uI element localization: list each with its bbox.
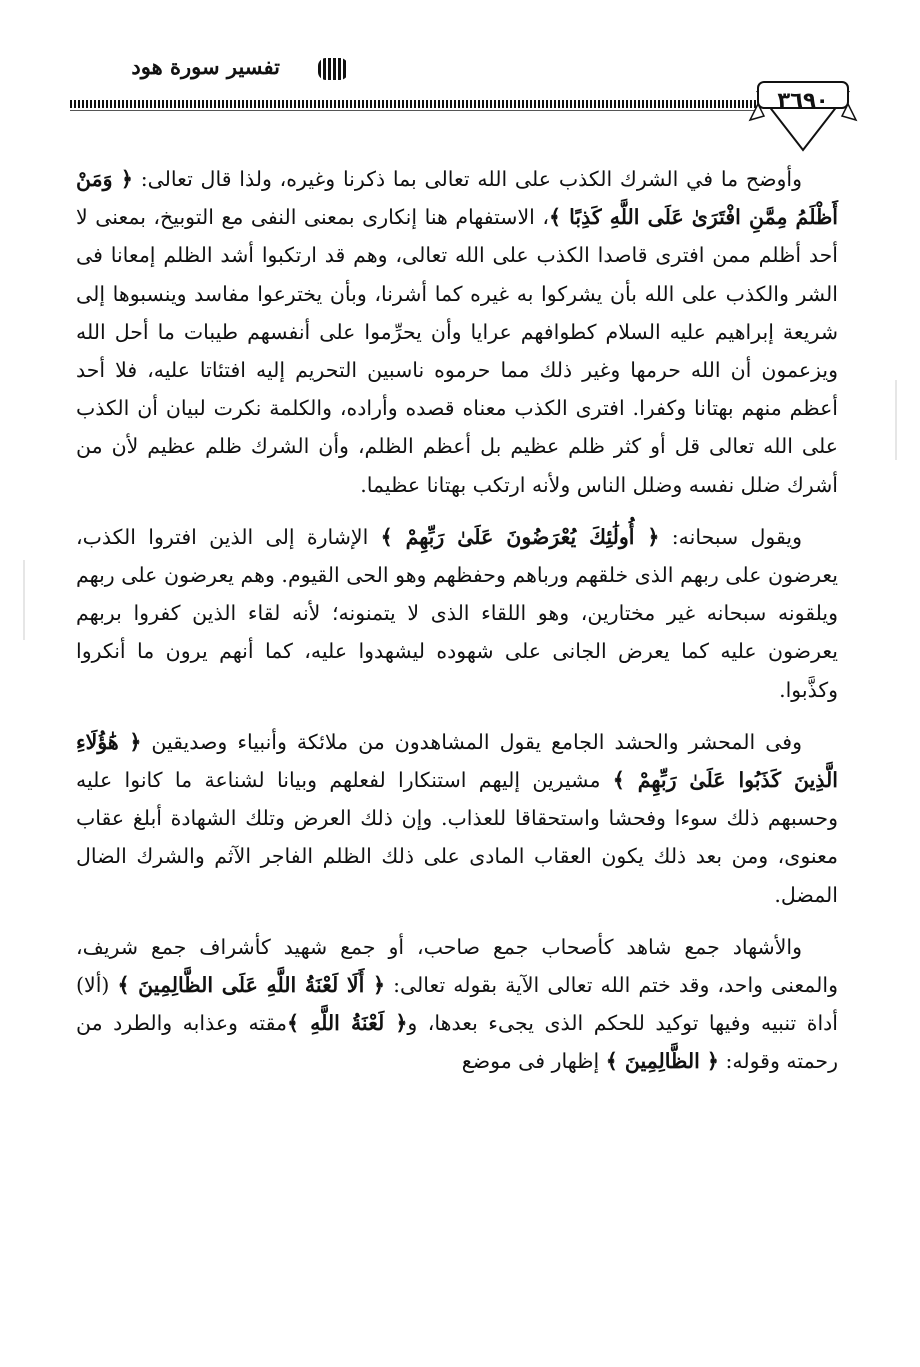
header-rule: [70, 100, 758, 108]
text-run: وفى المحشر والحشد الجامع يقول المشاهدون من ملائكة وأنبياء وصديقين: [141, 729, 802, 754]
running-title: تفسير سورة هود: [131, 54, 280, 79]
quran-verse: ﴿ أُولَٰئِكَ يُعْرَضُونَ عَلَىٰ رَبِّهِمْ ﴾: [380, 524, 660, 549]
paragraph: [76, 160, 838, 504]
ornament-icon: [318, 58, 348, 80]
text-run: مشيرين إليهم استنكارا لفعلهم وبيانا لشناعة ما كانوا عليه وحسبهم ذلك سوءا وفحشا واستحقاقا للعذاب. وإن ذلك العرض وتلك الشهادة أبلغ عقاب معنوى، ومن بعد ذلك يكون العقاب المادى على ذلك الظلم الفاجر الآثم والشرك الضال المضل.: [76, 768, 838, 907]
text-run: (ألا) أداة تنبيه وفيها توكيد للحكم الذى يجىء بعدها، و: [76, 973, 839, 1036]
text-run: مقته وعذابه والطرد من رحمته وقوله:: [76, 1011, 838, 1074]
text-run: ، الاستفهام هنا إنكارى بمعنى النفى مع التوبيخ، بمعنى لا أحد أظلم ممن افترى قاصدا الكذب على الله تعالى، وهم قد ارتكبوا أشد الظلم إمعانا فى الشر والكذب على الله بأن يشركوا به غيره كما أشرنا، وبأن يخترعوا مفاسد وينسبوها إلى شريعة إبراهيم عليه السلام كطوافهم عرايا وأن يحرِّموا على أنفسهم طيبات ما أحل الله ويزعمون أن الله حرمها وغير ذلك مما حرموه ناسبين التحريم إليه افتئاتا عليه، فلا أحد أعظم منهم بهتانا وكفرا. افترى الكذب معناه قصده وأراده، والكلمة نكرت لبيان أن الكذب على الله تعالى قل أو كثر ظلم عظيم بل أعظم الظلم، وأن الشرك ظلم عظيم لأن من أشرك ضلل نفسه وضلل الناس ولأنه ارتكب بهتانا عظيما.: [76, 205, 838, 497]
header-rule-line: [70, 110, 758, 111]
text-run: وأوضح ما في الشرك الكذب على الله تعالى بما ذكرنا وغيره، ولذا قال تعالى:: [132, 167, 802, 191]
text-run: والأشهاد جمع شاهد كأصحاب جمع صاحب، أو جمع شهيد كأشراف جمع شريف، والمعنى واحد، وقد ختم الله تعالى الآية بقوله تعالى:: [76, 934, 838, 998]
page-number: ٣٦٩٠: [777, 88, 829, 112]
paragraph: [76, 928, 838, 1081]
quran-verse: ﴿ الظَّالِمِينَ ﴾: [605, 1049, 719, 1074]
quran-verse: ﴿ هَٰؤُلَاءِ الَّذِينَ كَذَبُوا عَلَىٰ رَبِّهِمْ ﴾: [76, 729, 838, 793]
body-text: [76, 160, 838, 1095]
quran-verse: ﴿ أَلَا لَعْنَةُ اللَّهِ عَلَى الظَّالِمِينَ ﴾: [117, 973, 385, 998]
text-run: الإشارة إلى الذين افتروا الكذب، يعرضون على ربهم الذى خلقهم ورباهم وحفظهم وهو الحى القيوم. وهم يعرضون على ربهم ويلقونه سبحانه غير مختارين، وهو اللقاء الذى لا يتمنونه؛ لأنه لقاء الذين كفروا بربهم يعرضون عليه كما يعرض الجانى على شهوده ليشهدوا عليه، كما أنهم يرون ما أنكروا وكذَّبوا.: [76, 524, 838, 702]
quran-verse: ﴿ وَمَنْ أَظْلَمُ مِمَّنِ افْتَرَىٰ عَلَى اللَّهِ كَذِبًا ﴾: [76, 167, 838, 230]
paragraph: [76, 723, 838, 914]
paragraph: [76, 518, 838, 709]
text-run: ويقول سبحانه:: [659, 524, 802, 549]
quran-verse: ﴿ لَعْنَةُ اللَّهِ ﴾: [286, 1011, 408, 1036]
page-header: [0, 0, 920, 160]
text-run: إظهار فى موضع: [461, 1049, 606, 1074]
